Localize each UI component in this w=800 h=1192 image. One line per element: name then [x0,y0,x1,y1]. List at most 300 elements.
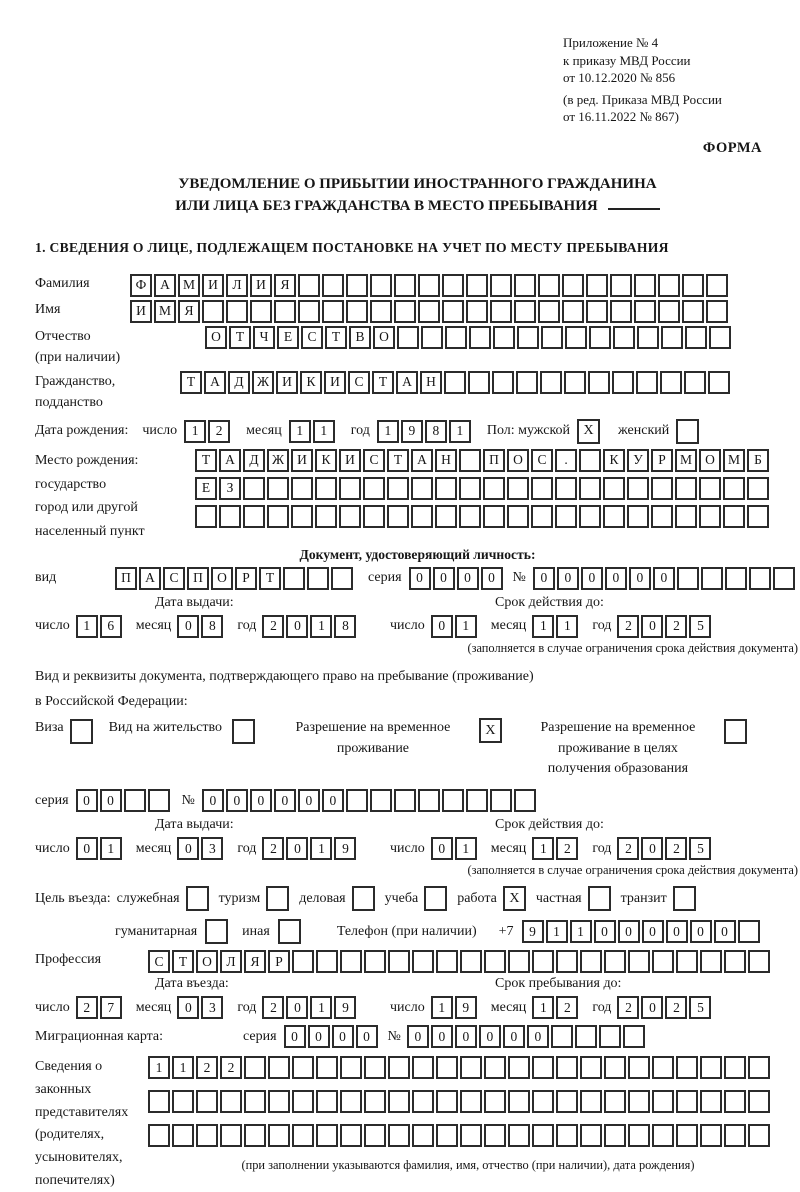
char-box[interactable] [307,567,329,590]
char-box[interactable] [244,1124,266,1147]
char-box[interactable] [466,300,488,323]
char-box[interactable]: 0 [286,837,308,860]
char-box[interactable] [484,1124,506,1147]
char-box[interactable]: 2 [208,420,230,443]
char-box[interactable] [531,505,553,528]
char-box[interactable] [459,477,481,500]
char-box[interactable]: 9 [522,920,544,943]
char-box[interactable]: И [339,449,361,472]
char-box[interactable] [675,505,697,528]
char-box[interactable]: 0 [274,789,296,812]
char-box[interactable]: Р [268,950,290,973]
char-box[interactable]: 0 [618,920,640,943]
char-box[interactable] [507,505,529,528]
char-box[interactable] [459,449,481,472]
char-box[interactable]: 2 [665,996,687,1019]
char-box[interactable]: Н [420,371,442,394]
char-box[interactable]: Д [228,371,250,394]
char-box[interactable] [394,789,416,812]
char-box[interactable] [532,1124,554,1147]
char-box[interactable] [322,274,344,297]
char-box[interactable]: 8 [201,615,223,638]
other-checkbox[interactable] [278,919,301,944]
char-box[interactable] [628,1124,650,1147]
char-box[interactable]: Е [277,326,299,349]
char-box[interactable] [388,1090,410,1113]
char-box[interactable]: 2 [76,996,98,1019]
char-box[interactable] [292,1056,314,1079]
char-box[interactable] [708,371,730,394]
char-box[interactable] [603,477,625,500]
char-box[interactable] [316,1124,338,1147]
char-box[interactable] [298,274,320,297]
char-box[interactable] [202,300,224,323]
char-box[interactable]: 2 [665,615,687,638]
char-box[interactable] [220,1124,242,1147]
char-box[interactable]: П [187,567,209,590]
char-box[interactable]: О [373,326,395,349]
char-box[interactable]: Ж [252,371,274,394]
char-box[interactable] [531,477,553,500]
char-box[interactable]: 1 [532,837,554,860]
char-box[interactable] [636,371,658,394]
char-box[interactable]: Н [435,449,457,472]
char-box[interactable]: О [507,449,529,472]
char-box[interactable] [460,1056,482,1079]
char-box[interactable] [603,505,625,528]
char-box[interactable]: 0 [666,920,688,943]
char-box[interactable]: С [301,326,323,349]
char-box[interactable] [340,950,362,973]
char-box[interactable]: 1 [546,920,568,943]
char-box[interactable]: И [250,274,272,297]
char-box[interactable]: 2 [262,837,284,860]
char-box[interactable] [599,1025,621,1048]
char-box[interactable]: 2 [556,996,578,1019]
char-box[interactable] [364,950,386,973]
char-box[interactable] [196,1090,218,1113]
char-box[interactable]: 0 [284,1025,306,1048]
char-box[interactable] [610,300,632,323]
char-box[interactable] [411,477,433,500]
char-box[interactable] [394,300,416,323]
char-box[interactable] [564,371,586,394]
char-box[interactable] [676,1056,698,1079]
char-box[interactable] [364,1056,386,1079]
char-box[interactable] [315,505,337,528]
char-box[interactable]: 0 [177,615,199,638]
char-box[interactable]: 9 [401,420,423,443]
char-box[interactable]: Ч [253,326,275,349]
char-box[interactable]: 0 [431,1025,453,1048]
char-box[interactable] [562,300,584,323]
char-box[interactable] [724,950,746,973]
char-box[interactable] [292,1124,314,1147]
char-box[interactable]: Я [274,274,296,297]
char-box[interactable]: 7 [100,996,122,1019]
char-box[interactable]: 1 [570,920,592,943]
char-box[interactable] [172,1124,194,1147]
char-box[interactable] [460,1090,482,1113]
char-box[interactable]: А [139,567,161,590]
char-box[interactable] [436,950,458,973]
char-box[interactable]: 8 [425,420,447,443]
char-box[interactable] [340,1090,362,1113]
char-box[interactable]: И [130,300,152,323]
char-box[interactable] [538,274,560,297]
char-box[interactable] [339,477,361,500]
char-box[interactable] [466,274,488,297]
char-box[interactable]: Т [180,371,202,394]
char-box[interactable] [675,477,697,500]
char-box[interactable] [298,300,320,323]
char-box[interactable] [517,326,539,349]
char-box[interactable] [411,505,433,528]
char-box[interactable] [700,950,722,973]
char-box[interactable]: 0 [286,615,308,638]
char-box[interactable]: Л [220,950,242,973]
char-box[interactable]: Я [244,950,266,973]
char-box[interactable] [514,274,536,297]
char-box[interactable]: 1 [532,615,554,638]
char-box[interactable] [291,477,313,500]
char-box[interactable]: 1 [310,837,332,860]
char-box[interactable]: К [300,371,322,394]
char-box[interactable]: 1 [172,1056,194,1079]
char-box[interactable]: 1 [289,420,311,443]
char-box[interactable] [436,1090,458,1113]
char-box[interactable] [627,505,649,528]
char-box[interactable]: 1 [377,420,399,443]
char-box[interactable]: 0 [457,567,479,590]
char-box[interactable]: 2 [617,837,639,860]
char-box[interactable] [652,950,674,973]
char-box[interactable]: 0 [332,1025,354,1048]
tourism-checkbox[interactable] [266,886,289,911]
char-box[interactable] [291,505,313,528]
char-box[interactable]: 0 [653,567,675,590]
char-box[interactable] [589,326,611,349]
char-box[interactable] [514,300,536,323]
char-box[interactable]: М [178,274,200,297]
char-box[interactable] [268,1090,290,1113]
char-box[interactable] [556,1124,578,1147]
char-box[interactable] [562,274,584,297]
char-box[interactable] [445,326,467,349]
char-box[interactable] [340,1056,362,1079]
char-box[interactable] [676,1124,698,1147]
char-box[interactable] [706,300,728,323]
char-box[interactable] [532,950,554,973]
char-box[interactable]: 0 [202,789,224,812]
char-box[interactable]: 0 [308,1025,330,1048]
char-box[interactable]: 0 [177,837,199,860]
char-box[interactable] [699,505,721,528]
char-box[interactable] [652,1124,674,1147]
char-box[interactable] [773,567,795,590]
char-box[interactable]: 2 [262,615,284,638]
char-box[interactable] [579,477,601,500]
char-box[interactable] [700,1090,722,1113]
char-box[interactable]: 1 [431,996,453,1019]
char-box[interactable] [516,371,538,394]
char-box[interactable] [660,371,682,394]
char-box[interactable] [748,950,770,973]
char-box[interactable]: П [115,567,137,590]
char-box[interactable] [493,326,515,349]
char-box[interactable] [460,950,482,973]
char-box[interactable]: 3 [201,996,223,1019]
char-box[interactable] [628,1090,650,1113]
char-box[interactable] [442,789,464,812]
char-box[interactable] [316,1056,338,1079]
char-box[interactable] [699,477,721,500]
char-box[interactable] [612,371,634,394]
char-box[interactable] [412,950,434,973]
char-box[interactable] [388,1124,410,1147]
char-box[interactable]: 9 [334,996,356,1019]
char-box[interactable]: 1 [455,837,477,860]
char-box[interactable]: 0 [714,920,736,943]
char-box[interactable] [444,371,466,394]
char-box[interactable]: К [603,449,625,472]
char-box[interactable] [700,1056,722,1079]
char-box[interactable]: 0 [409,567,431,590]
char-box[interactable] [514,789,536,812]
char-box[interactable] [267,477,289,500]
char-box[interactable]: Б [747,449,769,472]
char-box[interactable] [195,505,217,528]
char-box[interactable]: 2 [665,837,687,860]
char-box[interactable]: У [627,449,649,472]
char-box[interactable]: 0 [76,837,98,860]
char-box[interactable] [541,326,563,349]
char-box[interactable]: Л [226,274,248,297]
char-box[interactable]: 0 [177,996,199,1019]
char-box[interactable] [586,300,608,323]
char-box[interactable] [331,567,353,590]
char-box[interactable]: 1 [148,1056,170,1079]
char-box[interactable] [586,274,608,297]
char-box[interactable] [623,1025,645,1048]
char-box[interactable] [346,789,368,812]
char-box[interactable] [364,1090,386,1113]
char-box[interactable]: 0 [641,615,663,638]
char-box[interactable]: 1 [449,420,471,443]
char-box[interactable] [724,1124,746,1147]
char-box[interactable]: 0 [527,1025,549,1048]
char-box[interactable]: 1 [532,996,554,1019]
char-box[interactable] [220,1090,242,1113]
char-box[interactable] [219,505,241,528]
char-box[interactable] [484,950,506,973]
char-box[interactable] [387,505,409,528]
char-box[interactable] [370,789,392,812]
char-box[interactable] [388,950,410,973]
char-box[interactable] [244,1056,266,1079]
char-box[interactable] [508,1124,530,1147]
char-box[interactable] [363,477,385,500]
char-box[interactable] [579,505,601,528]
char-box[interactable]: 9 [334,837,356,860]
char-box[interactable] [556,950,578,973]
char-box[interactable] [370,300,392,323]
char-box[interactable]: 1 [100,837,122,860]
char-box[interactable] [628,1056,650,1079]
char-box[interactable] [483,477,505,500]
char-box[interactable]: С [531,449,553,472]
char-box[interactable]: Т [229,326,251,349]
char-box[interactable] [749,567,771,590]
char-box[interactable]: Д [243,449,265,472]
char-box[interactable] [148,789,170,812]
char-box[interactable] [709,326,731,349]
char-box[interactable]: А [411,449,433,472]
char-box[interactable]: 0 [641,996,663,1019]
char-box[interactable] [748,1124,770,1147]
char-box[interactable] [724,1090,746,1113]
char-box[interactable]: . [555,449,577,472]
char-box[interactable] [651,477,673,500]
char-box[interactable]: 0 [76,789,98,812]
char-box[interactable]: 1 [455,615,477,638]
char-box[interactable]: 0 [298,789,320,812]
char-box[interactable]: 0 [642,920,664,943]
char-box[interactable]: 0 [322,789,344,812]
char-box[interactable] [706,274,728,297]
char-box[interactable] [460,1124,482,1147]
char-box[interactable]: А [219,449,241,472]
char-box[interactable] [652,1090,674,1113]
char-box[interactable]: 9 [455,996,477,1019]
char-box[interactable]: 2 [262,996,284,1019]
char-box[interactable] [723,477,745,500]
study-checkbox[interactable] [424,886,447,911]
char-box[interactable] [532,1056,554,1079]
char-box[interactable] [394,274,416,297]
char-box[interactable] [267,505,289,528]
humanitarian-checkbox[interactable] [205,919,228,944]
char-box[interactable]: 0 [533,567,555,590]
temp-permit-checkbox[interactable]: X [479,718,502,743]
char-box[interactable]: 2 [196,1056,218,1079]
char-box[interactable]: 1 [310,615,332,638]
char-box[interactable] [725,567,747,590]
char-box[interactable]: О [205,326,227,349]
char-box[interactable] [370,274,392,297]
char-box[interactable]: 0 [250,789,272,812]
char-box[interactable] [492,371,514,394]
char-box[interactable]: А [204,371,226,394]
char-box[interactable]: 8 [334,615,356,638]
residence-checkbox[interactable] [232,719,255,744]
char-box[interactable] [148,1090,170,1113]
char-box[interactable] [588,371,610,394]
char-box[interactable] [604,1056,626,1079]
char-box[interactable]: С [348,371,370,394]
char-box[interactable]: И [324,371,346,394]
char-box[interactable] [677,567,699,590]
char-box[interactable] [637,326,659,349]
char-box[interactable] [315,477,337,500]
char-box[interactable] [268,1056,290,1079]
edu-permit-checkbox[interactable] [724,719,747,744]
char-box[interactable]: 0 [407,1025,429,1048]
char-box[interactable]: 0 [226,789,248,812]
char-box[interactable] [634,300,656,323]
char-box[interactable]: 0 [100,789,122,812]
char-box[interactable] [604,1090,626,1113]
char-box[interactable]: Я [178,300,200,323]
official-checkbox[interactable] [186,886,209,911]
char-box[interactable] [196,1124,218,1147]
char-box[interactable] [658,300,680,323]
char-box[interactable]: М [154,300,176,323]
char-box[interactable]: Т [172,950,194,973]
visa-checkbox[interactable] [70,719,93,744]
char-box[interactable] [700,1124,722,1147]
char-box[interactable] [442,274,464,297]
char-box[interactable] [124,789,146,812]
char-box[interactable]: М [675,449,697,472]
char-box[interactable]: 0 [479,1025,501,1048]
char-box[interactable]: 0 [481,567,503,590]
char-box[interactable] [387,477,409,500]
char-box[interactable] [316,1090,338,1113]
char-box[interactable]: С [363,449,385,472]
char-box[interactable]: 2 [617,615,639,638]
char-box[interactable]: Т [259,567,281,590]
char-box[interactable]: Т [387,449,409,472]
char-box[interactable] [418,274,440,297]
char-box[interactable] [172,1090,194,1113]
char-box[interactable]: Ф [130,274,152,297]
char-box[interactable]: И [291,449,313,472]
char-box[interactable] [613,326,635,349]
char-box[interactable] [418,300,440,323]
char-box[interactable]: Р [235,567,257,590]
char-box[interactable] [484,1090,506,1113]
char-box[interactable] [508,1090,530,1113]
char-box[interactable] [490,274,512,297]
char-box[interactable] [243,477,265,500]
char-box[interactable]: Ж [267,449,289,472]
business-checkbox[interactable] [352,886,375,911]
char-box[interactable] [436,1124,458,1147]
char-box[interactable] [748,1056,770,1079]
char-box[interactable] [468,371,490,394]
char-box[interactable] [292,950,314,973]
char-box[interactable] [435,477,457,500]
char-box[interactable]: В [349,326,371,349]
char-box[interactable]: 5 [689,837,711,860]
char-box[interactable]: Е [195,477,217,500]
char-box[interactable] [292,1090,314,1113]
char-box[interactable] [747,477,769,500]
char-box[interactable]: 0 [581,567,603,590]
char-box[interactable] [244,1090,266,1113]
char-box[interactable]: И [276,371,298,394]
char-box[interactable] [604,950,626,973]
char-box[interactable] [676,950,698,973]
char-box[interactable] [580,1056,602,1079]
char-box[interactable]: 0 [455,1025,477,1048]
char-box[interactable]: 1 [76,615,98,638]
char-box[interactable] [397,326,419,349]
sex-female-checkbox[interactable] [676,419,699,444]
char-box[interactable] [490,789,512,812]
char-box[interactable] [627,477,649,500]
